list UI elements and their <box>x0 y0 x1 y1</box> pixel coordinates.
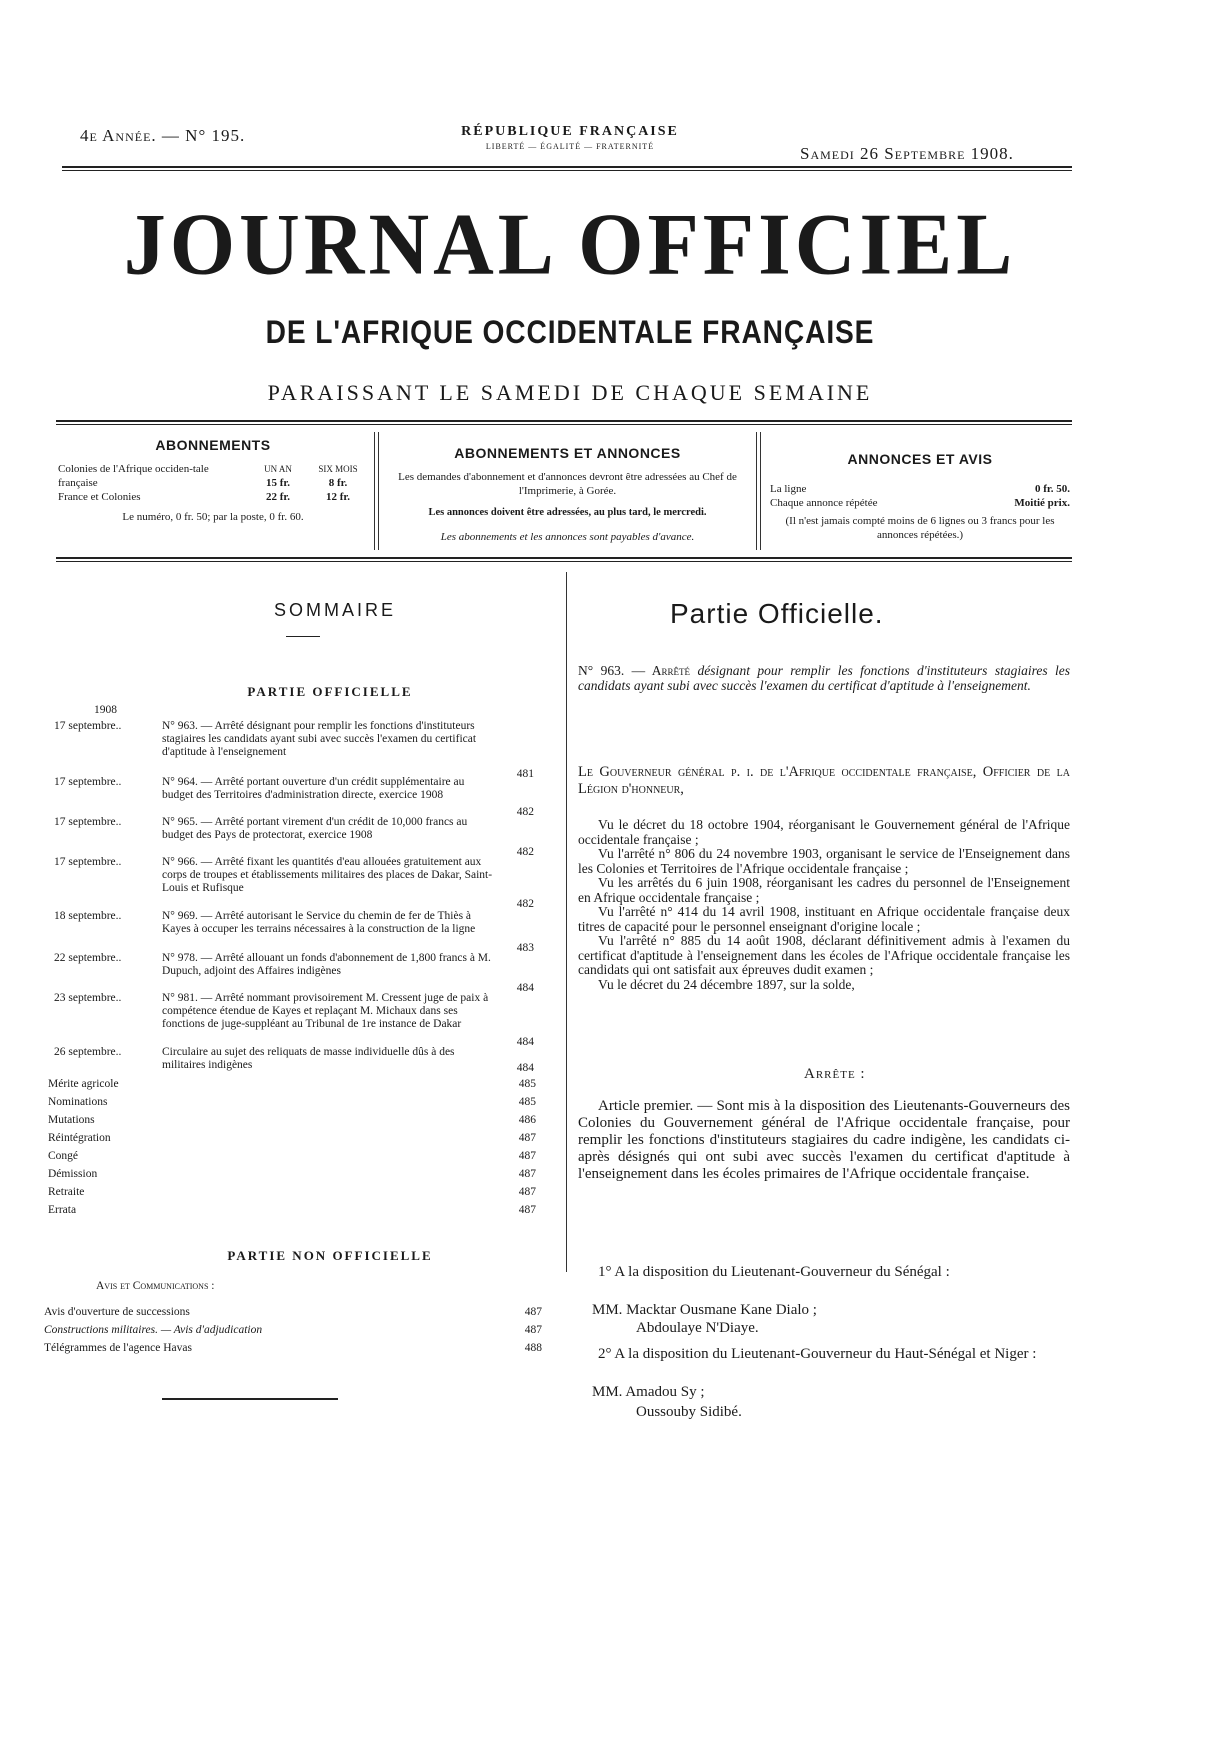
simple-label: Réintégration <box>48 1132 111 1144</box>
subscriptions-row2-label: France et Colonies <box>58 491 141 503</box>
entry-date: 23 septembre.. <box>54 992 122 1004</box>
entry-text: N° 965. — Arrêté portant virement d'un crédit de 10,000 francs au budget des Pays de protectorat, exercice 1908 <box>162 816 468 841</box>
ads-line-label: La ligne <box>770 483 807 495</box>
summary-entry <box>54 816 534 856</box>
entry-date: 18 septembre.. <box>54 910 122 922</box>
entry-text: N° 981. — Arrêté nommant provisoirement M. Cressent juge de paix à compétence étendue de Kayes et replaçant M. Michaux dans ses fonctions de juge-suppléant au Tribunal de 1re instance de Dakar <box>162 992 489 1030</box>
republic-label: RÉPUBLIQUE FRANÇAISE <box>461 124 679 139</box>
issue-price: Le numéro, 0 fr. 50; par la poste, 0 fr. 60. <box>122 511 304 523</box>
entry-page: 484 <box>516 982 534 994</box>
subscriptions-ads-line3: Les abonnements et les annonces sont payables d'avance. <box>440 531 695 543</box>
column-divider <box>566 572 567 1272</box>
paragraph-2: 2° A la disposition du Lieutenant-Gouverneur du Haut-Sénégal et Niger : <box>598 1346 1037 1362</box>
entry-date: 17 septembre.. <box>54 856 122 868</box>
subscriptions-box <box>58 438 368 524</box>
entry-page: 482 <box>516 846 534 858</box>
entry-text: N° 966. — Arrêté fixant les quantités d'eau allouées gratuitement aux corps de troupes et établissements militaires des places de Dakar, Saint-Louis et Rufisque <box>162 856 493 894</box>
subscriptions-ads-line1: Les demandes d'abonnement et d'annonces devront être adressées au Chef de l'Imprimerie, à Gorée. <box>398 471 737 497</box>
summary-simple-item <box>48 1078 536 1096</box>
row1-six-mois: 8 fr. <box>328 477 348 489</box>
summary-simple-item <box>48 1132 536 1150</box>
header-rule <box>62 166 1072 168</box>
p1-name-2: Abdoulaye N'Diaye. <box>636 1320 759 1336</box>
governor-line: Le Gouverneur général p. i. de l'Afrique occidentale française, Officier de la Légion d'honneur, <box>578 764 1070 797</box>
ads-notices-title: ANNONCES ET AVIS <box>847 451 993 467</box>
summary-notices-heading: Avis et Communications : <box>96 1280 215 1292</box>
box-bottom-rule <box>56 557 1072 559</box>
entry-date: 17 septembre.. <box>54 776 122 788</box>
entry-page: 483 <box>516 942 534 954</box>
box-divider-2 <box>756 432 757 550</box>
end-ornament <box>162 1398 338 1400</box>
simple-page: 487 <box>518 1132 536 1144</box>
entry-page: 484 <box>516 1036 534 1048</box>
arrete-label: Arrête : <box>804 1066 866 1082</box>
vu-list <box>578 818 1070 992</box>
subscriptions-ads-box <box>390 446 745 544</box>
summary-year: 1908 <box>94 704 117 716</box>
summary-simple-item <box>48 1114 536 1132</box>
subscriptions-ads-line2: Les annonces doivent être adressées, au plus tard, le mercredi. <box>428 507 707 518</box>
simple-page: 487 <box>518 1186 536 1198</box>
official-part-title: Partie Officielle. <box>670 598 884 629</box>
vu-item: Vu l'arrêté n° 885 du 14 août 1908, déclarant définitivement admis à l'examen du certificat d'aptitude à l'enseignement dans les écoles de l'Afrique occidentale française les candidats qui ont satisfait aux épreuves dudit examen ; <box>578 933 1070 977</box>
summary-entry <box>54 952 534 992</box>
summary-entry <box>54 910 534 954</box>
nonofficial-page: 487 <box>524 1324 542 1336</box>
summary-entry <box>54 776 534 816</box>
summary-entry <box>54 1046 534 1074</box>
simple-page: 485 <box>518 1096 536 1108</box>
nonofficial-label: Avis d'ouverture de successions <box>44 1306 190 1318</box>
nonofficial-page: 487 <box>524 1306 542 1318</box>
issue-date: Samedi 26 Septembre 1908. <box>800 144 1014 163</box>
entry-date: 17 septembre.. <box>54 720 122 732</box>
vu-item: Vu les arrêtés du 6 juin 1908, réorganisant les cadres du personnel de l'Enseignement en Afrique occidentale française ; <box>578 875 1070 905</box>
box-top-rule <box>56 420 1072 422</box>
entry-text: N° 963. — Arrêté désignant pour remplir les fonctions d'instituteurs stagiaires les candidats ayant subi avec succès l'examen du certificat d'aptitude à l'enseignement <box>162 720 477 758</box>
entry-text: Circulaire au sujet des reliquats de masse individuelle dûs à des militaires indigènes <box>162 1046 455 1071</box>
entry-page: 481 <box>516 768 534 780</box>
vu-item: Vu l'arrêté n° 806 du 24 novembre 1903, organisant le service de l'Enseignement dans les Colonies et Territoires de l'Afrique occidentale française ; <box>578 846 1070 876</box>
simple-label: Mérite agricole <box>48 1078 119 1090</box>
entry-date: 22 septembre.. <box>54 952 122 964</box>
nonofficial-page: 488 <box>524 1342 542 1354</box>
entry-date: 26 septembre.. <box>54 1046 122 1058</box>
summary-simple-item <box>48 1150 536 1168</box>
summary-title: SOMMAIRE <box>273 600 396 620</box>
simple-page: 486 <box>518 1114 536 1126</box>
box-divider-1b <box>378 432 379 550</box>
vu-item: Vu l'arrêté n° 414 du 14 avril 1908, instituant en Afrique occidentale française deux titres de capacité pour le personnel enseignant d'origine locale ; <box>578 904 1070 934</box>
simple-label: Retraite <box>48 1186 85 1198</box>
nonofficial-label: Constructions militaires. — Avis d'adjudication <box>44 1324 263 1336</box>
ads-repeat-label: Chaque annonce répétée <box>770 497 878 509</box>
entry-date: 17 septembre.. <box>54 816 122 828</box>
journal-title: JOURNAL OFFICIEL <box>123 195 1017 294</box>
summary-simple-item <box>48 1096 536 1114</box>
col-six-mois: SIX MOIS <box>318 464 358 474</box>
box-top-rule-thin <box>56 424 1072 425</box>
motto: LIBERTÉ — ÉGALITÉ — FRATERNITÉ <box>485 142 655 151</box>
summary-simple-item <box>48 1204 536 1222</box>
summary-simple-list <box>48 1078 536 1222</box>
entry-text: N° 978. — Arrêté allouant un fonds d'abonnement de 1,800 francs à M. Dupuch, adjoint des Affaires indigènes <box>162 952 491 977</box>
summary-entry <box>54 856 534 908</box>
subscriptions-row1-label: Colonies de l'Afrique occiden-tale française <box>58 463 209 489</box>
simple-page: 487 <box>518 1150 536 1162</box>
arrete-number: N° 963. — Arrêté <box>578 663 691 678</box>
arrete-heading <box>578 664 1070 693</box>
entry-text: N° 964. — Arrêté portant ouverture d'un crédit supplémentaire au budget des Territoires d'administration directe, exercice 1908 <box>162 776 465 801</box>
article-premier: Article premier. — Sont mis à la disposition des Lieutenants-Gouverneurs des Colonies du Gouvernement général de l'Afrique occidentale française, pour remplir les fonctions d'instituteurs stagiaires du cadre indigène, les candidats ci-après désignés qui ont subi avec succès l'examen du certificat d'aptitude à l'enseignement dans les écoles primaires de l'Afrique occidentale française. <box>578 1098 1070 1182</box>
entry-text: N° 969. — Arrêté autorisant le Service du chemin de fer de Thiès à Kayes à occuper les terrains nécessaires à la construction de la ligne <box>162 910 476 935</box>
summary-simple-item <box>48 1168 536 1186</box>
subscriptions-ads-title: ABONNEMENTS ET ANNONCES <box>454 445 681 461</box>
row1-un-an: 15 fr. <box>265 477 291 489</box>
ads-line-price: 0 fr. 50. <box>1034 483 1070 495</box>
header-rule-thin <box>62 170 1072 171</box>
box-bottom-rule-thin <box>56 561 1072 562</box>
col-un-an: UN AN <box>264 464 292 474</box>
simple-page: 485 <box>518 1078 536 1090</box>
summary-nonofficial-list <box>44 1306 542 1360</box>
summary-entry <box>54 720 534 784</box>
vu-item: Vu le décret du 24 décembre 1897, sur la solde, <box>598 976 855 992</box>
summary-nonofficial-item <box>44 1342 542 1360</box>
simple-label: Démission <box>48 1168 98 1180</box>
subscriptions-title: ABONNEMENTS <box>155 437 271 453</box>
simple-label: Nominations <box>48 1096 108 1108</box>
journal-tagline: PARAISSANT LE SAMEDI DE CHAQUE SEMAINE <box>267 380 873 405</box>
ads-note: (Il n'est jamais compté moins de 6 lignes ou 3 francs pour les annonces répétées.) <box>785 515 1055 541</box>
summary-title-rule <box>286 636 320 637</box>
simple-label: Errata <box>48 1204 77 1216</box>
journal-subtitle: DE L'AFRIQUE OCCIDENTALE FRANÇAISE <box>265 314 875 350</box>
p2-name-2: Oussouby Sidibé. <box>636 1404 742 1420</box>
paragraph-1: 1° A la disposition du Lieutenant-Gouverneur du Sénégal : <box>598 1264 950 1280</box>
summary-nonofficial-item <box>44 1324 542 1342</box>
republic-block <box>400 124 740 151</box>
box-divider-1 <box>374 432 375 550</box>
p2-name-1: MM. Amadou Sy ; <box>592 1384 705 1400</box>
summary-nonofficial-heading: PARTIE NON OFFICIELLE <box>227 1248 433 1263</box>
arrete-title: désignant pour remplir les fonctions d'instituteurs stagiaires les candidats ayant subi avec succès l'examen du certificat d'aptitude à l'enseignement. <box>578 663 1071 693</box>
summary-entry <box>54 992 534 1048</box>
row2-six-mois: 12 fr. <box>325 491 351 503</box>
summary-simple-item <box>48 1186 536 1204</box>
ads-repeat-price: Moitié prix. <box>1014 497 1070 509</box>
simple-label: Congé <box>48 1150 79 1162</box>
vu-item: Vu le décret du 18 octobre 1904, réorganisant le Gouvernement général de l'Afrique occidentale française ; <box>578 817 1070 847</box>
ads-notices-box <box>770 452 1070 542</box>
entry-page: 482 <box>516 898 534 910</box>
simple-page: 487 <box>518 1204 536 1216</box>
box-divider-2b <box>760 432 761 550</box>
simple-page: 487 <box>518 1168 536 1180</box>
entry-page: 482 <box>516 806 534 818</box>
summary-nonofficial-item <box>44 1306 542 1324</box>
simple-label: Mutations <box>48 1114 95 1126</box>
nonofficial-label: Télégrammes de l'agence Havas <box>44 1342 192 1354</box>
p1-name-1: MM. Macktar Ousmane Kane Dialo ; <box>592 1302 817 1318</box>
entry-page: 484 <box>516 1062 534 1074</box>
row2-un-an: 22 fr. <box>265 491 291 503</box>
issue-number: 4e Année. — N° 195. <box>80 126 246 145</box>
summary-official-heading: PARTIE OFFICIELLE <box>247 684 413 699</box>
